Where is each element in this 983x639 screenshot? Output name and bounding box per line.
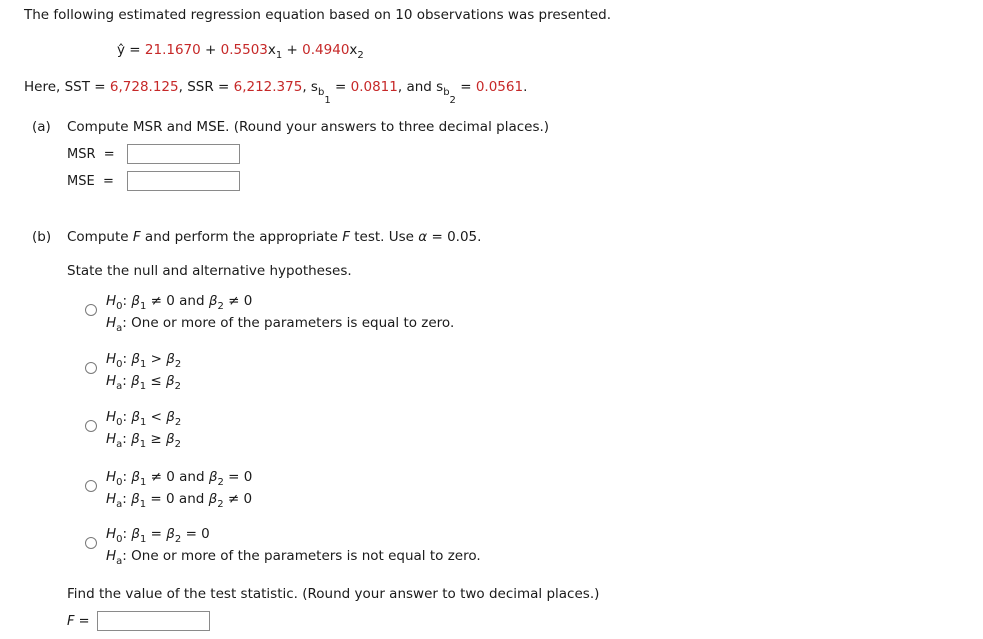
test-statistic-prompt: Find the value of the test statistic. (Round your answer to two decimal places.) — [67, 586, 600, 602]
part-a-prompt: Compute MSR and MSE. (Round your answers to three decimal places.) — [67, 119, 550, 135]
intro-text: The following estimated regression equation based on 10 observations was presented. — [24, 7, 612, 23]
hypothesis-option-3-radio[interactable] — [85, 420, 97, 432]
given-values: Here, SST = 6,728.125, SSR = 6,212.375, $s_{b_1} = 0.0811$, and $s_{b_2} = 0.0561$. — [24, 79, 528, 106]
part-a-label: (a) — [32, 119, 51, 135]
f-input[interactable] — [97, 611, 210, 631]
hypotheses-prompt: State the null and alternative hypotheses. — [67, 263, 352, 279]
msr-input[interactable] — [127, 144, 240, 164]
f-label: F = — [67, 614, 90, 629]
mse-label: MSE = — [67, 174, 114, 189]
regression-equation: ŷ = $21.1670 + 0.5503x_1 + 0.4940x_2$ — [117, 42, 364, 61]
hypothesis-option-5-radio[interactable] — [85, 537, 97, 549]
mse-input[interactable] — [127, 171, 240, 191]
hypothesis-option-4-radio[interactable] — [85, 480, 97, 492]
hypothesis-option-1[interactable]: $H_0$: $\beta_1 \ne 0$ and $\beta_2 \ne 0$ $H_a$: One or more of the parameters is equal to zero. — [106, 293, 455, 334]
hypothesis-option-4[interactable]: $H_0$: $\beta_1 \ne 0$ and $\beta_2 = 0$ $H_a$: $\beta_1 = 0$ and $\beta_2 \ne 0$ — [106, 469, 253, 510]
part-b-label: (b) — [32, 229, 52, 245]
part-b-prompt: Compute F and perform the appropriate F test. Use α = 0.05. — [67, 229, 482, 245]
hypothesis-option-1-radio[interactable] — [85, 304, 97, 316]
hypothesis-option-2-radio[interactable] — [85, 362, 97, 374]
msr-label: MSR = — [67, 147, 115, 162]
hypothesis-option-5[interactable]: $H_0$: $\beta_1 = \beta_2 = 0$ $H_a$: One or more of the parameters is not equal to zero. — [106, 526, 481, 567]
hypothesis-option-3[interactable]: $H_0$: $\beta_1 < \beta_2$ $H_a$: $\beta_1 \ge \beta_2$ — [106, 409, 182, 450]
hypothesis-option-2[interactable]: $H_0$: $\beta_1 > \beta_2$ $H_a$: $\beta_1 \le \beta_2$ — [106, 351, 182, 392]
